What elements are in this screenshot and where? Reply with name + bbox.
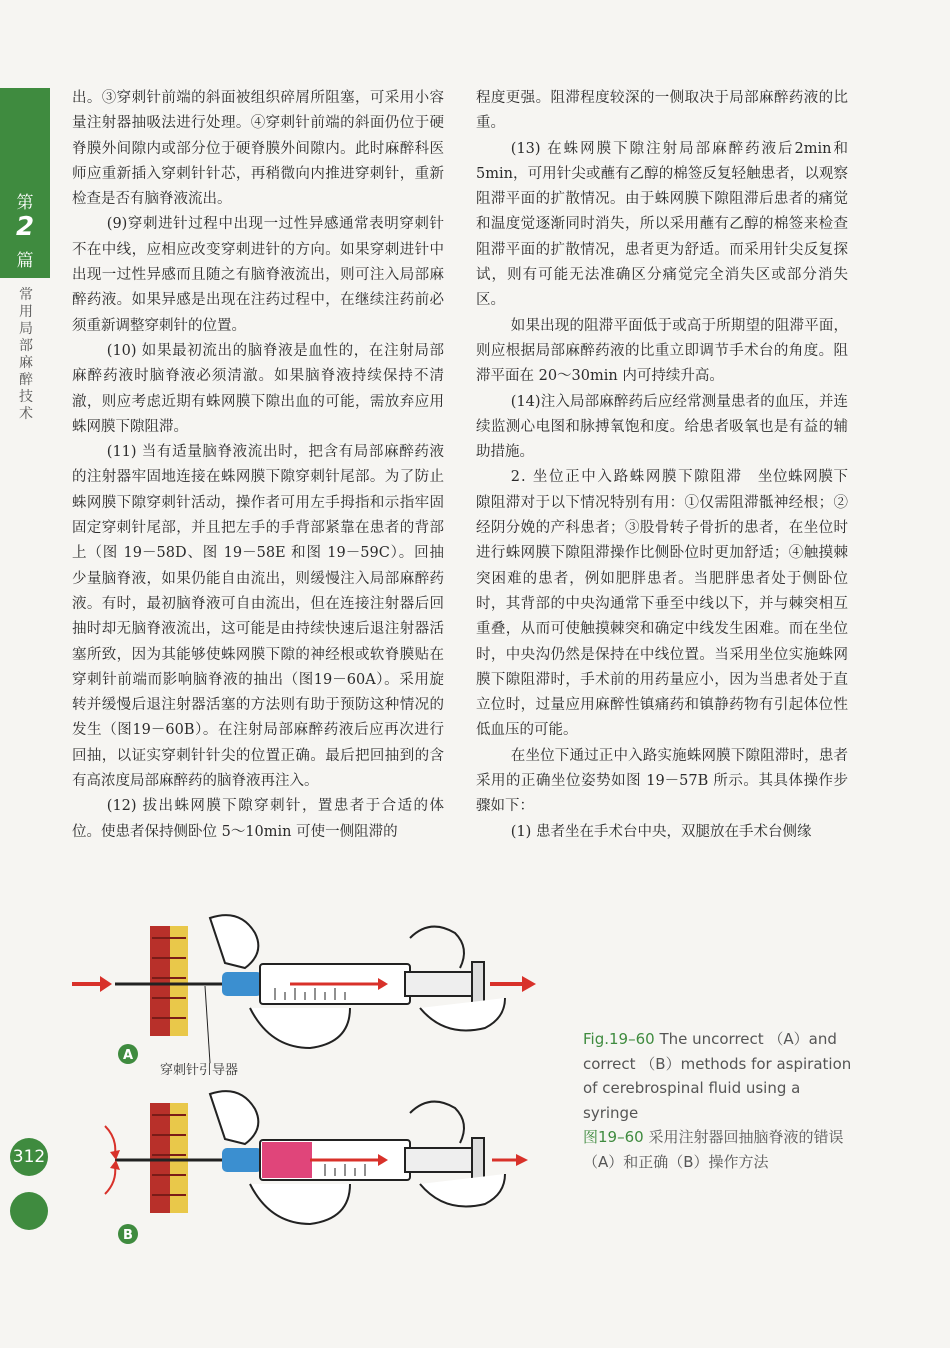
arrow-in-a	[100, 976, 112, 992]
caption-text-en: The uncorrect （A）and correct （B）methods for aspiration of cerebrospinal fluid using a syringe	[583, 1030, 852, 1122]
needle-hub-b	[222, 1148, 262, 1172]
panel-b-label: B	[123, 1228, 133, 1243]
paragraph: 出。③穿刺针前端的斜面被组织碎屑所阻塞，可采用小容量注射器抽吸法进行处理。④穿刺针前端的斜面仍位于硬脊膜外间隙内或部分位于硬脊膜外间隙内。此时麻醉科医师应重新插入穿刺针针芯，再稍微向内推进穿刺针，重新检查是否有脑脊液流出。	[72, 90, 444, 208]
section-subheading: 2. 坐位正中入路蛛网膜下隙阻滞	[510, 469, 743, 486]
arrow-out-a	[522, 976, 536, 992]
panel-a-label: A	[122, 1048, 134, 1063]
caption-text-cn: 采用注射器回抽脑脊液的错误（A）和正确（B）操作方法	[583, 1128, 844, 1171]
caption-fig-number-en: Fig.19–60	[583, 1030, 655, 1048]
needle-guide-annotation: 穿刺针引导器	[160, 1063, 239, 1078]
right-hand-b	[410, 1102, 464, 1143]
part-number: 2	[15, 212, 35, 242]
left-hand-b	[210, 1091, 258, 1144]
paragraph: (12) 拔出蛛网膜下隙穿刺针，置患者于合适的体位。使患者保持侧卧位 5～10min 可使一侧阻滞的	[72, 798, 444, 840]
paragraph: (1) 患者坐在手术台中央，双腿放在手术台侧缘	[510, 823, 812, 840]
caption-english	[583, 1027, 853, 1125]
paragraph: 程度更强。阻滞程度较深的一侧取决于局部麻醉药液的比重。	[476, 90, 848, 132]
paragraph: 如果出现的阻滞平面低于或高于所期望的阻滞平面，则应根据局部麻醉药液的比重立即调节手术台的角度。阻滞平面在 20～30min 内可持续升高。	[476, 317, 848, 385]
left-column	[72, 86, 444, 845]
part-suffix: 篇	[16, 251, 34, 271]
part-title: 常用局部麻醉技术	[19, 287, 33, 422]
figure-caption	[583, 1027, 853, 1174]
page-marker-dot	[10, 1192, 48, 1230]
paragraph: (9)穿刺进针过程中出现一过性异感通常表明穿刺针不在中线，应相应改变穿刺进针的方向。如果穿刺进针中出现一过性异感而且随之有脑脊液流出，则可注入局部麻醉药液。如果异感是出现在注药过程中，在继续注药前必须重新调整穿刺针的位置。	[72, 216, 444, 334]
paragraph: 在坐位下通过正中入路实施蛛网膜下隙阻滞时，患者采用的正确坐位姿势如图 19－57B 所示。其具体操作步骤如下：	[476, 747, 848, 815]
paragraph: (10) 如果最初流出的脑脊液是血性的，在注射局部麻醉药液时脑脊液必须清澈。如果脑脊液持续保持不清澈，则应考虑近期有蛛网膜下隙出血的可能，需放弃应用蛛网膜下隙阻滞。	[72, 342, 444, 435]
paragraph: (13) 在蛛网膜下隙注射局部麻醉药液后2min和5min，可用针尖或蘸有乙醇的棉签反复轻触患者，以观察阻滞平面的扩散情况。由于蛛网膜下隙阻滞后患者的痛觉和温度觉逐渐同时消失，所以采用蘸有乙醇的棉签来检查阻滞平面的扩散情况，患者更为舒适。而采用针尖反复探试，则有可能无法准确区分痛觉完全消失区或部分消失区。	[476, 140, 848, 309]
paragraph: (11) 当有适量脑脊液流出时，把含有局部麻醉药液的注射器牢固地连接在蛛网膜下隙穿刺针尾部。为了防止蛛网膜下隙穿刺针活动，操作者可用左手拇指和示指牢固固定穿刺针尾部，并且把左手的手背部紧靠在患者的背部上（图 19－58D、图 19－58E 和图 19－59C）。回抽少量脑脊液，如果仍能自由流出，则缓慢注入局部麻醉药液。有时，最初脑脊液可自由流出，但在连接注射器后回抽时却无脑脊液流出，这可能是由持续快速后退注射器活塞所致，因为其能够使蛛网膜下隙的神经根或软脊膜贴在穿刺针前端而影响脑脊液的抽出（图19－60A）。采用旋转并缓慢后退注射器活塞的方法则有助于预防这种情况的发生（图19－60B）。在注射局部麻醉药液后应再次进行回抽，以证实穿刺针针尖的位置正确。最后把回抽到的含有高浓度局部麻醉药的脑脊液再注入。	[72, 444, 444, 790]
part-tab	[0, 88, 50, 278]
page-number: 312	[10, 1138, 48, 1176]
left-hand-a	[210, 915, 258, 968]
needle-hub-a	[222, 972, 262, 996]
caption-chinese	[583, 1125, 853, 1174]
paragraph: (14)注入局部麻醉药后应经常测量患者的血压，并连续监测心电图和脉搏氧饱和度。给患者吸氧也是有益的辅助措施。	[476, 393, 848, 461]
right-hand-a	[410, 927, 464, 968]
arrow-out-b	[516, 1154, 528, 1166]
csf-fill-b	[262, 1142, 312, 1178]
panel-b-illustration	[105, 1091, 528, 1244]
paragraph-text: 坐位蛛网膜下隙阻滞对于以下情况特别有用：①仅需阻滞骶神经根；②经阴分娩的产科患者；③股骨转子骨折的患者，在坐位时进行蛛网膜下隙阻滞操作比侧卧位时更加舒适；④触摸棘突困难的患者，例如肥胖患者。当肥胖患者处于侧卧位时，其背部的中央沟通常下垂至中线以下，并与棘突相互重叠，从而可使触摸棘突和确定中线发生困难。而在坐位时，中央沟仍然是保持在中线位置。当采用坐位实施蛛网膜下隙阻滞时，手术前的用药量应小，因为当患者处于直立位时，过量应用麻醉性镇痛药和镇静药物有引起体位性低血压的可能。	[476, 469, 848, 739]
caption-fig-number-cn: 图19–60	[583, 1128, 644, 1146]
paragraph	[476, 465, 848, 743]
figure-19-60	[60, 898, 570, 1258]
right-column	[476, 86, 848, 845]
panel-a-illustration	[72, 915, 536, 1064]
part-prefix: 第	[16, 193, 34, 213]
